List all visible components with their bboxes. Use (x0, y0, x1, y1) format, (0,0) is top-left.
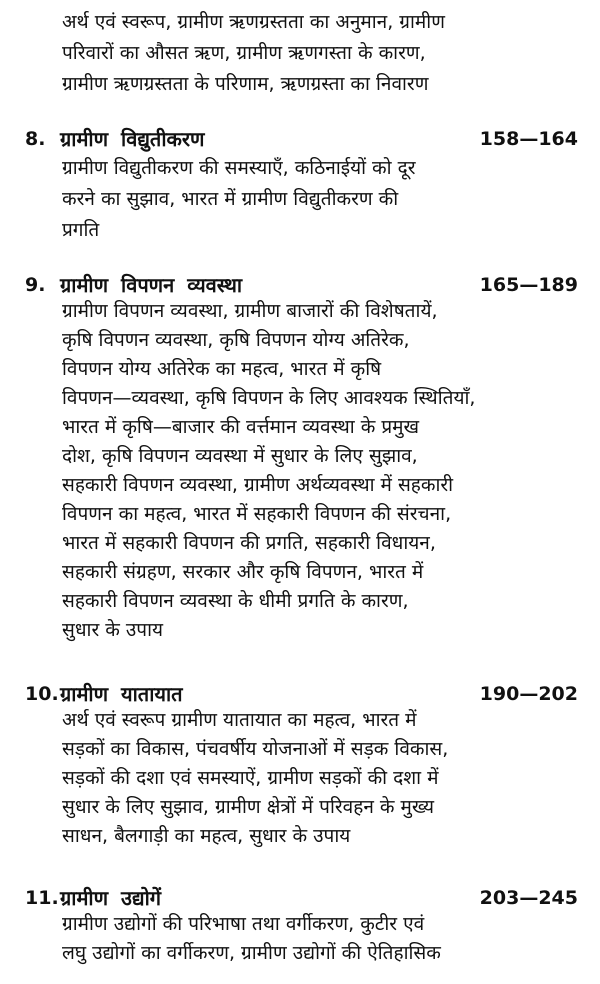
chapter-pages: 203—245 (479, 887, 578, 909)
topic-line: सड़कों का विकास, पंचवर्षीय योजनाओं में सड़क विकास, (62, 738, 449, 760)
chapter-number: 9. (25, 274, 46, 296)
topic-line: करने का सुझाव, भारत में ग्रामीण विद्युतीकरण की (62, 188, 399, 210)
chapter-number: 10. (25, 683, 59, 705)
topic-line: अर्थ एवं स्वरूप ग्रामीण यातायात का महत्व, भारत में (62, 709, 417, 731)
topic-line: सहकारी विपणन व्यवस्था के धीमी प्रगति के कारण, (62, 590, 409, 612)
topic-line: प्रगति (62, 219, 100, 241)
topic-line: सहकारी विपणन व्यवस्था, ग्रामीण अर्थव्यवस्था में सहकारी (62, 474, 454, 496)
chapter-title: ग्रामीण उद्योगें (60, 886, 162, 910)
topic-line: ग्रामीण उद्योगों की परिभाषा तथा वर्गीकरण, कुटीर एवं (62, 913, 425, 935)
chapter-title: ग्रामीण यातायात (60, 682, 183, 706)
topic-line: ग्रामीण विद्युतीकरण की समस्याएँ, कठिनाईयों को दूर (62, 157, 416, 179)
chapter-9-heading (0, 270, 600, 300)
intro-line: परिवारों का औसत ऋण, ग्रामीण ऋणगस्ता के कारण, (62, 42, 426, 64)
topic-line: भारत में कृषि—बाजार की वर्त्तमान व्यवस्था के प्रमुख (62, 416, 420, 438)
chapter-number: 11. (25, 887, 59, 909)
chapter-11-heading (0, 883, 600, 913)
chapter-title: ग्रामीण विद्युतीकरण (60, 127, 205, 151)
topic-line: विपणन योग्य अतिरेक का महत्व, भारत में कृषि (62, 358, 382, 380)
topic-line: कृषि विपणन व्यवस्था, कृषि विपणन योग्य अतिरेक, (62, 329, 410, 351)
topic-line: भारत में सहकारी विपणन की प्रगति, सहकारी विधायन, (62, 532, 436, 554)
topic-line: विपणन—व्यवस्था, कृषि विपणन के लिए आवश्यक स्थितियाँ, (62, 387, 476, 409)
topic-line: सुधार के लिए सुझाव, ग्रामीण क्षेत्रों में परिवहन के मुख्य (62, 796, 435, 818)
topic-line: साधन, बैलगाड़ी का महत्व, सुधार के उपाय (62, 825, 351, 847)
chapter-number: 8. (25, 128, 46, 150)
intro-line: ग्रामीण ऋणग्रस्तता के परिणाम, ऋणग्रस्ता का निवारण (62, 73, 429, 95)
topic-line: ग्रामीण विपणन व्यवस्था, ग्रामीण बाजारों की विशेषतायें, (62, 300, 438, 322)
chapter-pages: 158—164 (479, 128, 578, 150)
chapter-pages: 190—202 (479, 683, 578, 705)
chapter-title: ग्रामीण विपणन व्यवस्था (60, 273, 243, 297)
topic-line: सड़कों की दशा एवं समस्याऐं, ग्रामीण सड़कों की दशा में (62, 767, 439, 789)
chapter-10-heading (0, 679, 600, 709)
chapter-pages: 165—189 (479, 274, 578, 296)
topic-line: लघु उद्योगों का वर्गीकरण, ग्रामीण उद्योगों की ऐतिहासिक (62, 942, 441, 964)
topic-line: विपणन का महत्व, भारत में सहकारी विपणन की संरचना, (62, 503, 452, 525)
chapter-8-heading (0, 124, 600, 154)
topic-line: सहकारी संग्रहण, सरकार और कृषि विपणन, भारत में (62, 561, 424, 583)
topic-line: दोश, कृषि विपणन व्यवस्था में सुधार के लिए सुझाव, (62, 445, 418, 467)
intro-line: अर्थ एवं स्वरूप, ग्रामीण ऋणग्रस्तता का अनुमान, ग्रामीण (62, 11, 445, 33)
topic-line: सुधार के उपाय (62, 619, 164, 641)
